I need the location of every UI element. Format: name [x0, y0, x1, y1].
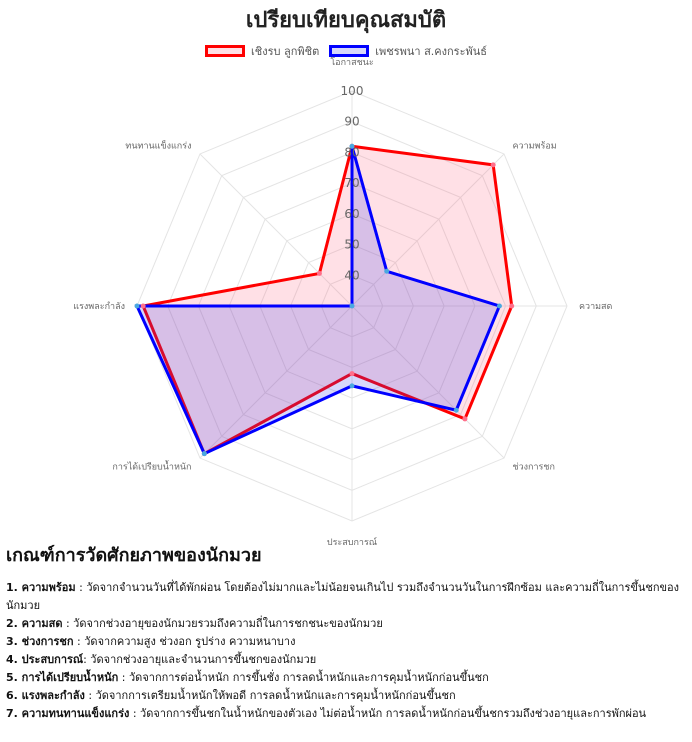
- data-point-2: [384, 269, 389, 274]
- legend-label-series-2: เพชรพนา ส.คงกระพันธ์: [375, 45, 487, 58]
- criteria-title: เกณฑ์การวัดศักยภาพของนักมวย: [6, 545, 262, 566]
- data-point-1: [350, 371, 355, 376]
- criteria-item-name: 5. การได้เปรียบน้ำหนัก: [6, 671, 119, 684]
- axis-label: ประสบการณ์: [326, 538, 378, 548]
- criteria-item: [6, 579, 686, 615]
- criteria-item-desc: : วัดจากจำนวนวันที่ได้พักผ่อน โดยต้องไม่มากและไม่น้อยจนเกินไป รวมถึงจำนวนวันในการฝึกซ้อม และความถี่ในการขึ้นชกของนักมวย: [6, 581, 680, 612]
- criteria-item-name: 4. ประสบการณ์: [6, 653, 84, 666]
- tick-label: 50: [344, 237, 360, 252]
- criteria-item: [6, 687, 686, 705]
- chart-title: เปรียบเทียบคุณสมบัติ: [245, 8, 447, 33]
- criteria-item: [6, 615, 686, 633]
- criteria-item-desc: : วัดจากช่วงอายุและจำนวนการขึ้นชกของนักมวย: [83, 653, 317, 666]
- criteria-item-name: 1. ความพร้อม: [6, 581, 76, 594]
- criteria-list: [6, 579, 686, 723]
- tick-label: 90: [344, 114, 360, 129]
- axis-label: ช่วงการชก: [512, 462, 555, 473]
- axis-label: ความพร้อม: [512, 141, 557, 152]
- criteria-item: [6, 651, 686, 669]
- data-point-2: [135, 304, 140, 309]
- criteria-item: [6, 669, 686, 687]
- criteria-item: [6, 633, 686, 651]
- criteria-item-desc: : วัดจากการต่อน้ำหนัก การขึ้นชั่ง การลดน้ำหนักและการคุมน้ำหนักก่อนขึ้นชก: [118, 671, 489, 684]
- tick-label: 60: [344, 206, 360, 221]
- data-point-1: [491, 162, 496, 167]
- data-point-2: [350, 304, 355, 309]
- legend-label-series-1: เชิงรบ ลูกพิชิต: [251, 45, 320, 58]
- data-point-1: [141, 304, 146, 309]
- tick-label: 40: [344, 268, 360, 283]
- criteria-item-desc: : วัดจากความสูง ช่วงอก รูปร่าง ความหนาบาง: [73, 635, 296, 648]
- criteria-item-desc: : วัดจากช่วงอายุของนักมวยรวมถึงความถี่ในการชกชนะของนักมวย: [62, 617, 383, 630]
- data-point-2: [350, 383, 355, 388]
- criteria-item-name: 7. ความทนทานแข็งแกร่ง: [6, 707, 130, 720]
- data-point-2: [202, 451, 207, 456]
- criteria-item-name: 2. ความสด: [6, 617, 63, 630]
- criteria-item-name: 6. แรงพละกำลัง: [6, 689, 85, 702]
- criteria-section: [6, 540, 686, 723]
- axis-label: การได้เปรียบน้ำหนัก: [112, 462, 192, 473]
- data-point-1: [462, 416, 467, 421]
- axis-label: ความสด: [579, 302, 613, 312]
- axis-label: แรงพละกำลัง: [73, 302, 125, 312]
- tick-label: 80: [344, 145, 360, 160]
- tick-label: 70: [344, 176, 360, 191]
- criteria-item: [6, 705, 686, 723]
- criteria-item-desc: : วัดจากการเตรียมน้ำหนักให้พอดี การลดน้ำหนักและการคุมน้ำหนักก่อนขึ้นชก: [84, 689, 456, 702]
- axis-label: ทนทานแข็งแกร่ง: [125, 141, 192, 152]
- data-point-1: [317, 271, 322, 276]
- data-point-1: [509, 304, 514, 309]
- axis-label: โอกาสชนะ: [330, 58, 374, 68]
- tick-label: 100: [340, 84, 364, 98]
- criteria-item-desc: : วัดจากการขึ้นชกในน้ำหนักของตัวเอง ไม่ต่อน้ำหนัก การลดน้ำหนักก่อนขึ้นชกรวมถึงช่วงอายุและการพักผ่อน: [129, 707, 647, 720]
- data-point-2: [454, 408, 459, 413]
- data-point-2: [497, 304, 502, 309]
- criteria-item-name: 3. ช่วงการชก: [6, 635, 74, 648]
